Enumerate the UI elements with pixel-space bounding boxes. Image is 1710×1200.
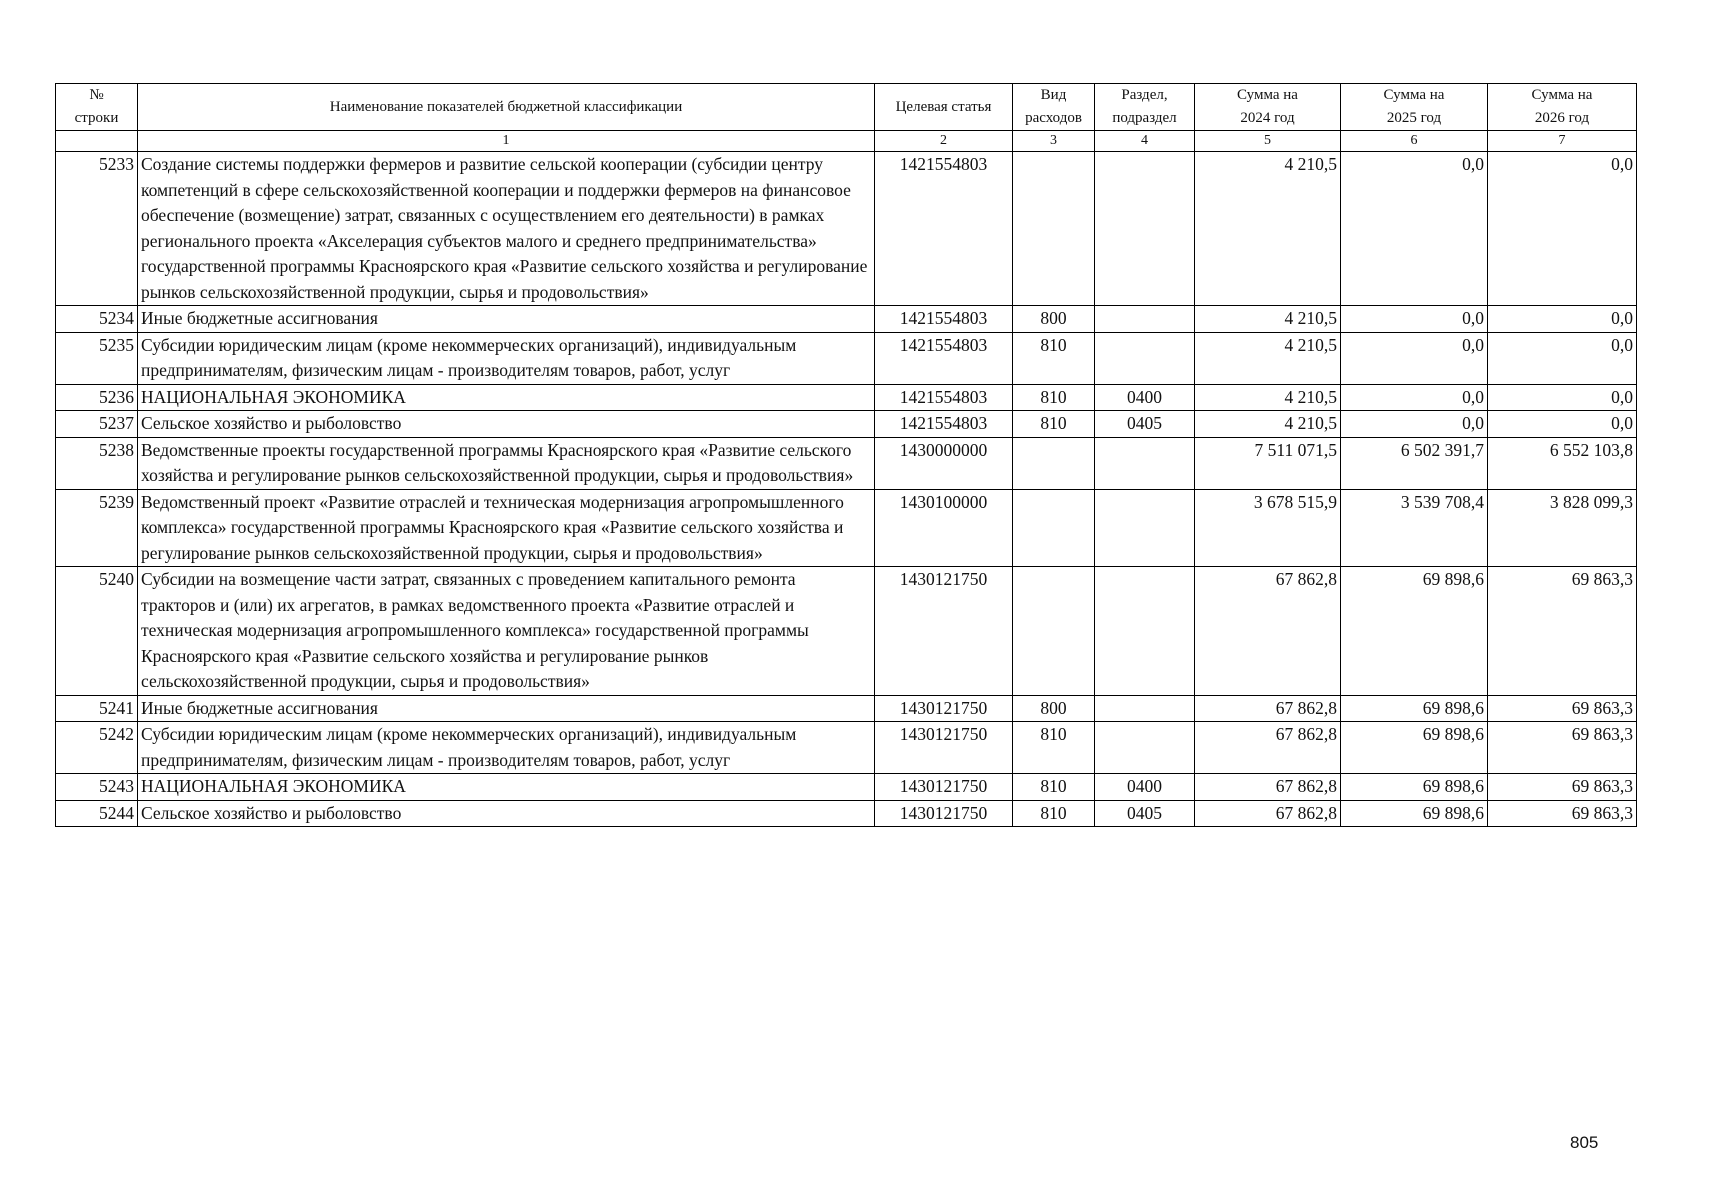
indicator-name-cell: Ведомственные проекты государственной программы Красноярского края «Развитие сельского хозяйства и регулирование рынков сельскохозяйственной продукции, сырья и продовольствия» xyxy=(138,437,875,489)
row-number-cell: 5243 xyxy=(56,774,138,801)
table-row xyxy=(56,411,1637,438)
sum-2025-cell: 69 898,6 xyxy=(1341,722,1488,774)
expense-type-cell: 810 xyxy=(1013,384,1095,411)
column-number: 3 xyxy=(1013,131,1095,152)
sum-2025-cell: 69 898,6 xyxy=(1341,800,1488,827)
sum-2024-cell: 4 210,5 xyxy=(1195,384,1341,411)
sum-2025-cell: 69 898,6 xyxy=(1341,774,1488,801)
expense-type-cell: 810 xyxy=(1013,774,1095,801)
row-number-cell: 5240 xyxy=(56,567,138,696)
header-row-number: № строки xyxy=(56,84,138,131)
sum-2024-cell: 67 862,8 xyxy=(1195,695,1341,722)
table-row xyxy=(56,332,1637,384)
sum-2025-cell: 0,0 xyxy=(1341,332,1488,384)
target-article-cell: 1421554803 xyxy=(875,384,1013,411)
target-article-cell: 1430121750 xyxy=(875,695,1013,722)
section-cell: 0400 xyxy=(1095,384,1195,411)
row-number-cell: 5234 xyxy=(56,306,138,333)
sum-2024-cell: 3 678 515,9 xyxy=(1195,489,1341,567)
indicator-name-cell: Субсидии на возмещение части затрат, связанных с проведением капитального ремонта тракторов и (или) их агрегатов, в рамках ведомственного проекта «Развитие отраслей и техническая модернизация агропромышленного комплекса» государственной программы Красноярского края «Развитие сельского хозяйства и регулирование рынков сельскохозяйственной продукции, сырья и продовольствия» xyxy=(138,567,875,696)
indicator-name-cell: Иные бюджетные ассигнования xyxy=(138,306,875,333)
sum-2024-cell: 67 862,8 xyxy=(1195,722,1341,774)
table-row xyxy=(56,567,1637,696)
sum-2025-cell: 3 539 708,4 xyxy=(1341,489,1488,567)
table-row xyxy=(56,437,1637,489)
sum-2025-cell: 69 898,6 xyxy=(1341,695,1488,722)
row-number-cell: 5236 xyxy=(56,384,138,411)
expense-type-cell: 800 xyxy=(1013,695,1095,722)
sum-2024-cell: 4 210,5 xyxy=(1195,411,1341,438)
budget-table xyxy=(55,83,1637,827)
target-article-cell: 1421554803 xyxy=(875,332,1013,384)
expense-type-cell xyxy=(1013,437,1095,489)
sum-2024-cell: 7 511 071,5 xyxy=(1195,437,1341,489)
sum-2024-cell: 67 862,8 xyxy=(1195,567,1341,696)
table-row xyxy=(56,489,1637,567)
target-article-cell: 1430121750 xyxy=(875,722,1013,774)
section-cell xyxy=(1095,332,1195,384)
column-number xyxy=(56,131,138,152)
section-cell xyxy=(1095,567,1195,696)
sum-2026-cell: 0,0 xyxy=(1488,332,1637,384)
sum-2026-cell: 69 863,3 xyxy=(1488,800,1637,827)
sum-2025-cell: 0,0 xyxy=(1341,152,1488,306)
section-cell xyxy=(1095,437,1195,489)
table-row xyxy=(56,722,1637,774)
header-sum-2024: Сумма на 2024 год xyxy=(1195,84,1341,131)
expense-type-cell: 800 xyxy=(1013,306,1095,333)
expense-type-cell: 810 xyxy=(1013,411,1095,438)
sum-2026-cell: 6 552 103,8 xyxy=(1488,437,1637,489)
sum-2026-cell: 0,0 xyxy=(1488,411,1637,438)
header-sum-2026: Сумма на 2026 год xyxy=(1488,84,1637,131)
target-article-cell: 1430121750 xyxy=(875,800,1013,827)
sum-2026-cell: 0,0 xyxy=(1488,384,1637,411)
column-number: 4 xyxy=(1095,131,1195,152)
section-cell: 0400 xyxy=(1095,774,1195,801)
expense-type-cell xyxy=(1013,152,1095,306)
indicator-name-cell: Создание системы поддержки фермеров и развитие сельской кооперации (субсидии центру компетенций в сфере сельскохозяйственной кооперации и поддержки фермеров на финансовое обеспечение (возмещение) затрат, связанных с осуществлением его деятельности) в рамках регионального проекта «Акселерация субъектов малого и среднего предпринимательства» государственной программы Красноярского края «Развитие сельского хозяйства и регулирование рынков сельскохозяйственной продукции, сырья и продовольствия» xyxy=(138,152,875,306)
header-section: Раздел, подраздел xyxy=(1095,84,1195,131)
column-number: 5 xyxy=(1195,131,1341,152)
sum-2026-cell: 3 828 099,3 xyxy=(1488,489,1637,567)
sum-2024-cell: 67 862,8 xyxy=(1195,800,1341,827)
sum-2026-cell: 69 863,3 xyxy=(1488,722,1637,774)
section-cell: 0405 xyxy=(1095,800,1195,827)
row-number-cell: 5239 xyxy=(56,489,138,567)
sum-2025-cell: 0,0 xyxy=(1341,384,1488,411)
sum-2025-cell: 6 502 391,7 xyxy=(1341,437,1488,489)
target-article-cell: 1421554803 xyxy=(875,411,1013,438)
indicator-name-cell: Сельское хозяйство и рыболовство xyxy=(138,411,875,438)
expense-type-cell xyxy=(1013,489,1095,567)
header-row xyxy=(56,84,1637,131)
table-row xyxy=(56,695,1637,722)
table-row xyxy=(56,384,1637,411)
sum-2025-cell: 0,0 xyxy=(1341,411,1488,438)
section-cell xyxy=(1095,306,1195,333)
column-number: 7 xyxy=(1488,131,1637,152)
table-row xyxy=(56,306,1637,333)
expense-type-cell: 810 xyxy=(1013,800,1095,827)
sum-2026-cell: 69 863,3 xyxy=(1488,774,1637,801)
sum-2026-cell: 0,0 xyxy=(1488,306,1637,333)
row-number-cell: 5244 xyxy=(56,800,138,827)
section-cell xyxy=(1095,152,1195,306)
indicator-name-cell: Сельское хозяйство и рыболовство xyxy=(138,800,875,827)
section-cell xyxy=(1095,695,1195,722)
sum-2024-cell: 4 210,5 xyxy=(1195,306,1341,333)
target-article-cell: 1430121750 xyxy=(875,567,1013,696)
indicator-name-cell: НАЦИОНАЛЬНАЯ ЭКОНОМИКА xyxy=(138,774,875,801)
sum-2026-cell: 69 863,3 xyxy=(1488,695,1637,722)
sum-2024-cell: 67 862,8 xyxy=(1195,774,1341,801)
column-number-row xyxy=(56,131,1637,152)
target-article-cell: 1430121750 xyxy=(875,774,1013,801)
indicator-name-cell: Субсидии юридическим лицам (кроме некоммерческих организаций), индивидуальным предпринимателям, физическим лицам - производителям товаров, работ, услуг xyxy=(138,722,875,774)
table-row xyxy=(56,800,1637,827)
target-article-cell: 1430000000 xyxy=(875,437,1013,489)
indicator-name-cell: Ведомственный проект «Развитие отраслей и техническая модернизация агропромышленного комплекса» государственной программы Красноярского края «Развитие сельского хозяйства и регулирование рынков сельскохозяйственной продукции, сырья и продовольствия» xyxy=(138,489,875,567)
indicator-name-cell: НАЦИОНАЛЬНАЯ ЭКОНОМИКА xyxy=(138,384,875,411)
table-row xyxy=(56,152,1637,306)
table-row xyxy=(56,774,1637,801)
header-target-article: Целевая статья xyxy=(875,84,1013,131)
column-number: 2 xyxy=(875,131,1013,152)
row-number-cell: 5238 xyxy=(56,437,138,489)
header-expense-type: Вид расходов xyxy=(1013,84,1095,131)
row-number-cell: 5242 xyxy=(56,722,138,774)
section-cell: 0405 xyxy=(1095,411,1195,438)
page-number: 805 xyxy=(1570,1133,1599,1152)
expense-type-cell: 810 xyxy=(1013,722,1095,774)
document-sheet xyxy=(55,83,1636,827)
column-number: 1 xyxy=(138,131,875,152)
sum-2024-cell: 4 210,5 xyxy=(1195,332,1341,384)
indicator-name-cell: Иные бюджетные ассигнования xyxy=(138,695,875,722)
indicator-name-cell: Субсидии юридическим лицам (кроме некоммерческих организаций), индивидуальным предпринимателям, физическим лицам - производителям товаров, работ, услуг xyxy=(138,332,875,384)
header-name: Наименование показателей бюджетной классификации xyxy=(138,84,875,131)
expense-type-cell: 810 xyxy=(1013,332,1095,384)
sum-2025-cell: 69 898,6 xyxy=(1341,567,1488,696)
section-cell xyxy=(1095,722,1195,774)
row-number-cell: 5235 xyxy=(56,332,138,384)
target-article-cell: 1430100000 xyxy=(875,489,1013,567)
expense-type-cell xyxy=(1013,567,1095,696)
header-sum-2025: Сумма на 2025 год xyxy=(1341,84,1488,131)
sum-2025-cell: 0,0 xyxy=(1341,306,1488,333)
target-article-cell: 1421554803 xyxy=(875,152,1013,306)
target-article-cell: 1421554803 xyxy=(875,306,1013,333)
column-number: 6 xyxy=(1341,131,1488,152)
sum-2024-cell: 4 210,5 xyxy=(1195,152,1341,306)
row-number-cell: 5233 xyxy=(56,152,138,306)
row-number-cell: 5237 xyxy=(56,411,138,438)
sum-2026-cell: 0,0 xyxy=(1488,152,1637,306)
sum-2026-cell: 69 863,3 xyxy=(1488,567,1637,696)
table-body xyxy=(56,152,1637,827)
section-cell xyxy=(1095,489,1195,567)
row-number-cell: 5241 xyxy=(56,695,138,722)
